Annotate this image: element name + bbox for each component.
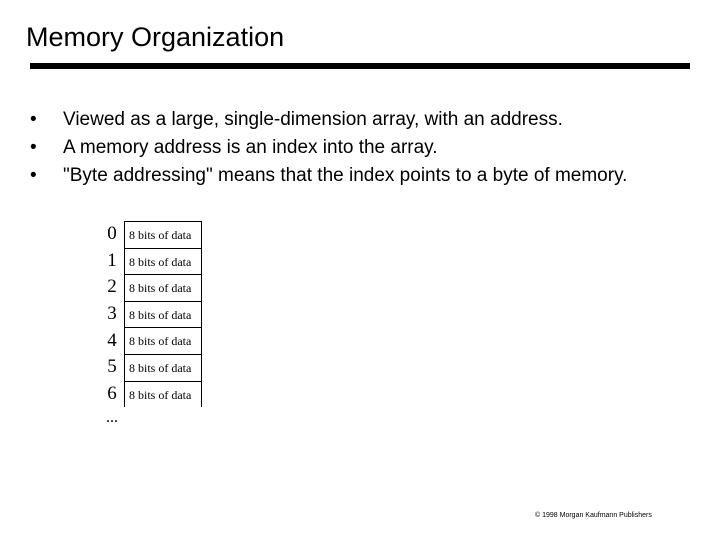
memory-row [100, 221, 202, 248]
address-label: 3 [107, 303, 117, 325]
memory-array-diagram [100, 221, 202, 427]
bullet-item [30, 106, 670, 134]
continuation-ellipsis: ... [106, 409, 118, 427]
memory-cell: 8 bits of data [124, 354, 202, 381]
memory-cell: 8 bits of data [124, 274, 202, 301]
memory-cell: 8 bits of data [124, 221, 202, 248]
bullet-dot-icon: • [30, 137, 37, 158]
memory-row [100, 327, 202, 354]
address-label: 4 [107, 329, 117, 351]
slide-title: Memory Organization [26, 22, 285, 52]
memory-cell: 8 bits of data [124, 327, 202, 354]
address-label: 6 [107, 382, 117, 404]
bullet-dot-icon: • [30, 165, 37, 186]
bullet-text: "Byte addressing" means that the index points to a byte of memory. [63, 165, 628, 186]
address-label: 2 [107, 276, 117, 298]
memory-row [100, 248, 202, 275]
memory-row [100, 354, 202, 381]
address-label: 1 [107, 249, 117, 271]
bullet-text: Viewed as a large, single-dimension array, with an address. [63, 109, 563, 130]
bullet-item [30, 162, 670, 190]
memory-row [100, 274, 202, 301]
memory-cell: 8 bits of data [124, 301, 202, 328]
title-divider [30, 63, 690, 69]
bullet-text: A memory address is an index into the array. [63, 137, 438, 158]
bullet-dot-icon: • [30, 109, 37, 130]
memory-cell: 8 bits of data [124, 248, 202, 275]
address-label: 5 [107, 356, 117, 378]
memory-cell: 8 bits of data [124, 381, 202, 408]
bullet-item [30, 134, 670, 162]
copyright-footer: © 1998 Morgan Kaufmann Publishers [535, 512, 652, 519]
memory-row [100, 301, 202, 328]
memory-row [100, 381, 202, 408]
address-label: 0 [107, 223, 117, 245]
bullet-list [30, 106, 670, 190]
